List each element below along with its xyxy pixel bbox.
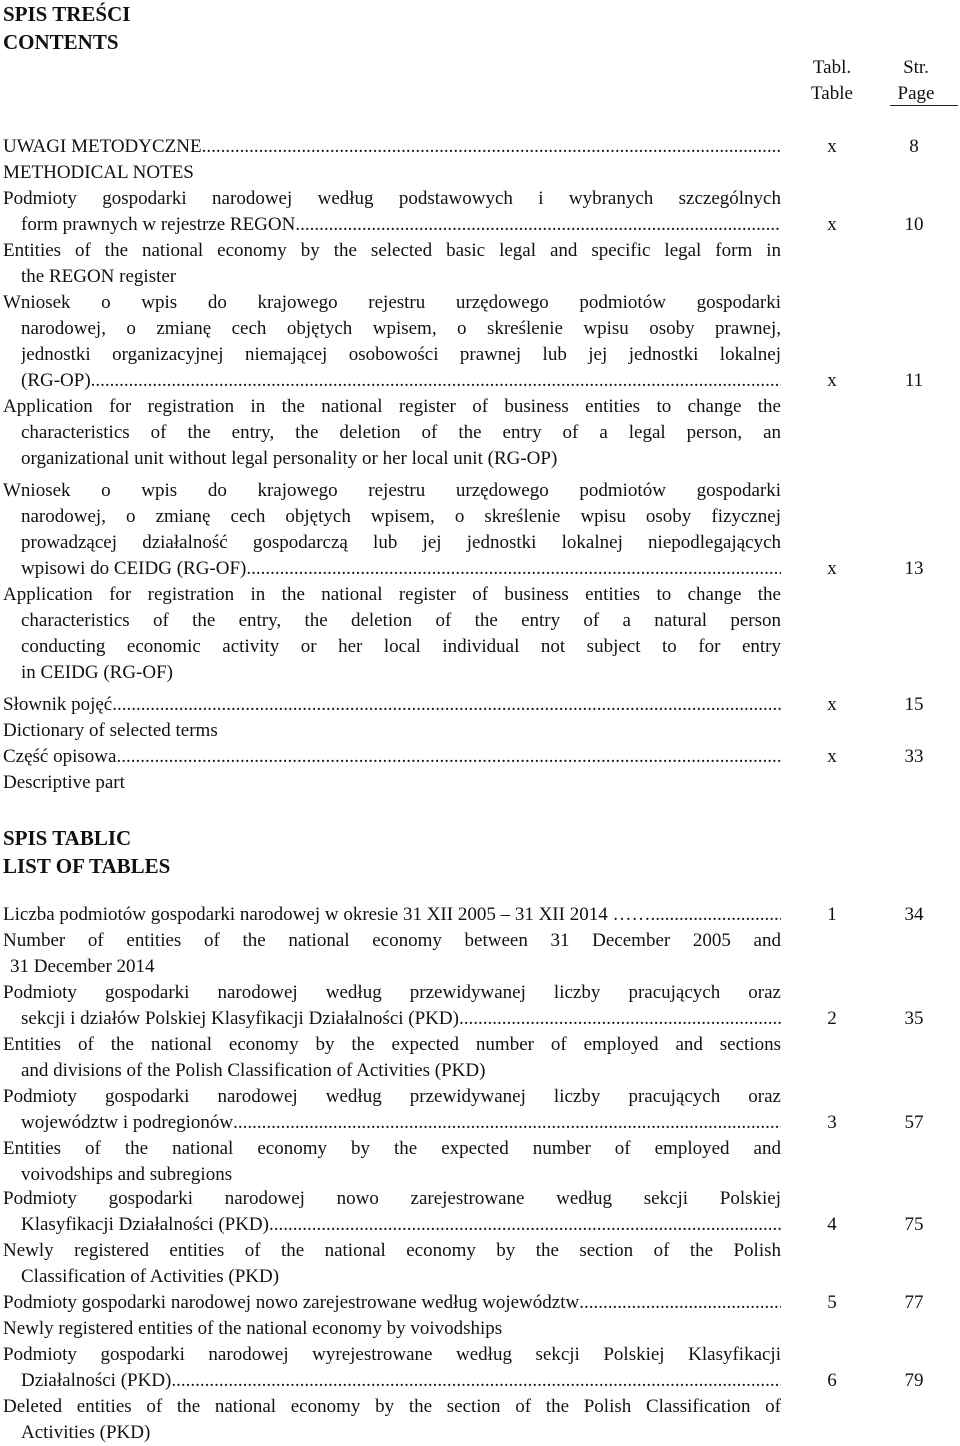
entry-title-text: Część opisowa [3, 746, 117, 767]
contents-heading [3, 0, 130, 56]
table-entry-en-line: 31 December 2014 [10, 956, 155, 977]
entry-title-text: Liczba podmiotów gospodarki narodowej w okresie 31 XII 2005 – 31 XII 2014 ……. [3, 904, 656, 925]
dot-leader [116, 744, 781, 770]
contents-entry-en-line: Entities of the national economy by the selected basic legal and specific legal form in [3, 240, 781, 261]
contents-entry-pl-line [21, 556, 781, 582]
contents-entry-en-line: organizational unit without legal personality or her local unit (RG-OP) [21, 448, 558, 469]
column-header-page-en: Page [897, 83, 935, 104]
table-number: 5 [827, 1292, 837, 1313]
table-entry-pl-line: Podmioty gospodarki narodowej według przewidywanej liczby pracujących oraz [3, 982, 781, 1003]
contents-entry-pl-line: Wniosek o wpis do krajowego rejestru urzędowego podmiotów gospodarki [3, 292, 781, 313]
table-entry-en-line: and divisions of the Polish Classification of Activities (PKD) [21, 1060, 486, 1081]
contents-entry-en-line: characteristics of the entry, the deletion of the entry of a legal person, an [21, 422, 781, 443]
entry-title-text: wpisowi do CEIDG (RG-OF) [21, 558, 247, 579]
dot-leader [171, 1368, 781, 1394]
table-number: x [827, 136, 837, 157]
tables-heading [3, 824, 170, 880]
table-entry-en-line: voivodships and subregions [21, 1164, 233, 1185]
contents-entry-pl-line [21, 212, 781, 238]
entry-title-text: (RG-OP) [21, 370, 91, 391]
table-entry-pl-line: Podmioty gospodarki narodowej według przewidywanej liczby pracujących oraz [3, 1086, 781, 1107]
column-header-table-en: Table [811, 83, 853, 104]
table-number: x [827, 558, 837, 579]
contents-entry-pl-line: jednostki organizacyjnej niemającej osobowości prawnej lub jej jednostki lokalnej [21, 344, 781, 365]
table-entry-en-line: Entities of the national economy by the expected number of employed and [3, 1138, 781, 1159]
tables-heading-en: LIST OF TABLES [3, 854, 171, 878]
table-entry-en-line: Activities (PKD) [21, 1422, 151, 1443]
contents-entry-en-line: characteristics of the entry, the deletion of the entry of a natural person [21, 610, 781, 631]
contents-entry-pl-line [3, 744, 781, 770]
table-entry-pl-line [21, 1006, 781, 1032]
page-number: 79 [904, 1370, 924, 1391]
contents-entry-pl-line: Podmioty gospodarki narodowej według podstawowych i wybranych szczególnych [3, 188, 781, 209]
dot-leader [459, 1006, 781, 1032]
dot-leader [579, 1290, 781, 1316]
contents-entry-pl-line [21, 368, 781, 394]
page-number: 10 [904, 214, 924, 235]
contents-entry-en-line: Application for registration in the national register of business entities to change the [3, 584, 781, 605]
dot-leader [112, 692, 781, 718]
page-number: 11 [904, 370, 924, 391]
contents-entry-en-line: the REGON register [21, 266, 177, 287]
page-number: 15 [904, 694, 924, 715]
column-header-table-pl: Tabl. [812, 57, 852, 78]
entry-title-text: Słownik pojęć [3, 694, 113, 715]
page-number: 13 [904, 558, 924, 579]
page-number: 57 [904, 1112, 924, 1133]
page-number: 8 [909, 136, 919, 157]
contents-entry-pl-line [3, 134, 781, 160]
table-entry-pl-line [21, 1212, 781, 1238]
entry-title-text: sekcji i działów Polskiej Klasyfikacji Działalności (PKD) [21, 1008, 459, 1029]
contents-entry-pl-line: prowadzącej działalność gospodarczą lub jej jednostki lokalnej niepodlegających [21, 532, 781, 553]
table-entry-en-line: Deleted entities of the national economy by the section of the Polish Classification of [3, 1396, 781, 1417]
contents-entry-en-line: Dictionary of selected terms [3, 720, 218, 741]
dot-leader [233, 1110, 781, 1136]
contents-entry-en-line: conducting economic activity or her local individual not subject to for entry [21, 636, 781, 657]
dot-leader [269, 1212, 781, 1238]
dot-leader [655, 902, 781, 928]
contents-entry-en-line: Application for registration in the national register of business entities to change the [3, 396, 781, 417]
dot-leader [202, 134, 781, 160]
table-entry-pl-line [3, 902, 781, 928]
table-number: x [827, 694, 837, 715]
table-entry-en-line: Number of entities of the national economy between 31 December 2005 and [3, 930, 781, 951]
table-number: x [827, 214, 837, 235]
column-header-page [866, 55, 960, 107]
contents-entry-en-line: in CEIDG (RG-OF) [21, 662, 173, 683]
contents-heading-pl: SPIS TREŚCI [3, 2, 131, 26]
entry-title-text: Podmioty gospodarki narodowej nowo zarejestrowane według województw [3, 1292, 580, 1313]
contents-entry-pl-line: narodowej, o zmianę cech objętych wpisem, o skreślenie wpisu osoby fizycznej [21, 506, 781, 527]
entry-title-text: województw i podregionów [21, 1112, 234, 1133]
table-number: x [827, 370, 837, 391]
contents-heading-en: CONTENTS [3, 30, 119, 54]
column-header-page-pl: Str. [903, 57, 929, 78]
table-number: x [827, 746, 837, 767]
header-rule [890, 105, 958, 106]
table-entry-pl-line: Podmioty gospodarki narodowej wyrejestrowane według sekcji Polskiej Klasyfikacji [3, 1344, 781, 1365]
dot-leader [295, 212, 781, 238]
table-number: 6 [827, 1370, 837, 1391]
tables-heading-pl: SPIS TABLIC [3, 826, 132, 850]
contents-entry-pl-line [3, 692, 781, 718]
table-number: 1 [827, 904, 837, 925]
entry-title-text: UWAGI METODYCZNE [3, 136, 202, 157]
table-entry-pl-line [3, 1290, 781, 1316]
table-entry-en-line: Classification of Activities (PKD) [21, 1266, 280, 1287]
page-number: 34 [904, 904, 924, 925]
page-number: 75 [904, 1214, 924, 1235]
table-number: 2 [827, 1008, 837, 1029]
entry-title-text: Działalności (PKD) [21, 1370, 172, 1391]
dot-leader [246, 556, 781, 582]
entry-title-text: Klasyfikacji Działalności (PKD) [21, 1214, 269, 1235]
table-entry-pl-line [21, 1368, 781, 1394]
table-entry-pl-line [21, 1110, 781, 1136]
table-entry-en-line: Entities of the national economy by the expected number of employed and sections [3, 1034, 781, 1055]
dot-leader [91, 368, 781, 394]
contents-entry-en-line: Descriptive part [3, 772, 125, 793]
contents-entry-en-line: METHODICAL NOTES [3, 162, 194, 183]
page-number: 33 [904, 746, 924, 767]
page-number: 77 [904, 1292, 924, 1313]
table-number: 3 [827, 1112, 837, 1133]
page-number: 35 [904, 1008, 924, 1029]
table-entry-en-line: Newly registered entities of the national economy by the section of the Polish [3, 1240, 781, 1261]
contents-entry-pl-line: narodowej, o zmianę cech objętych wpisem, o skreślenie wpisu osoby prawnej, [21, 318, 781, 339]
contents-entry-pl-line: Wniosek o wpis do krajowego rejestru urzędowego podmiotów gospodarki [3, 480, 781, 501]
table-entry-pl-line: Podmioty gospodarki narodowej nowo zarejestrowane według sekcji Polskiej [3, 1188, 781, 1209]
entry-title-text: form prawnych w rejestrze REGON [21, 214, 296, 235]
table-entry-en-line: Newly registered entities of the national economy by voivodships [3, 1318, 503, 1339]
table-number: 4 [827, 1214, 837, 1235]
